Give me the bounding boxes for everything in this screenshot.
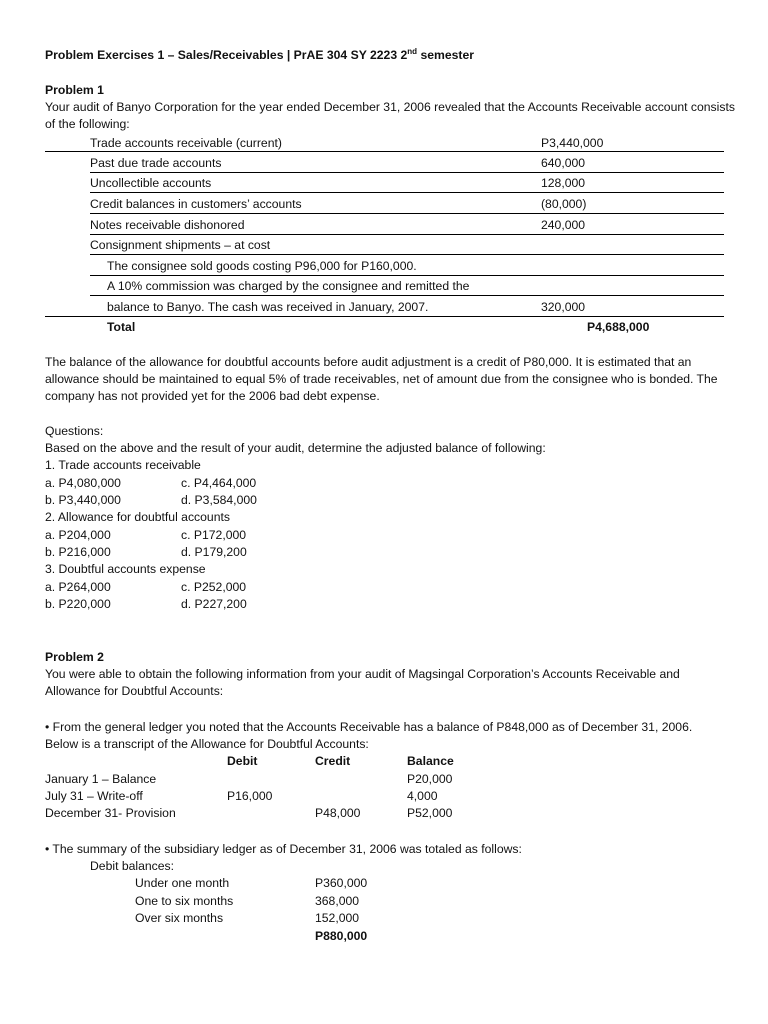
aging-row-label: Over six months xyxy=(135,911,224,925)
aging-row-amount: 368,000 xyxy=(315,894,360,908)
bullet-subsidiary-ledger: • The summary of the subsidiary ledger as of December 31, 2006 was totaled as follows: xyxy=(45,842,522,856)
debit-balances-label: Debit balances: xyxy=(90,859,175,873)
ledger-header-credit: Credit xyxy=(315,754,351,768)
choice-a: a. P204,000 xyxy=(45,528,111,542)
ledger-row-desc: July 31 – Write-off xyxy=(45,789,143,803)
aging-row-amount: 152,000 xyxy=(315,911,360,925)
table-total-amount: P4,688,000 xyxy=(587,320,650,334)
question-text: 2. Allowance for doubtful accounts xyxy=(45,510,230,524)
bullet-general-ledger-cont: Below is a transcript of the Allowance for Doubtful Accounts: xyxy=(45,737,369,751)
consignment-line: A 10% commission was charged by the consignee and remitted the xyxy=(107,279,470,293)
table-row-amount: P3,440,000 xyxy=(541,136,604,150)
ledger-row-balance: P52,000 xyxy=(407,806,453,820)
table-row-label: Uncollectible accounts xyxy=(90,176,212,190)
questions-label: Questions: xyxy=(45,424,104,438)
choice-a: a. P4,080,000 xyxy=(45,476,121,490)
ledger-row-desc: January 1 – Balance xyxy=(45,772,157,786)
problem2-heading: Problem 2 xyxy=(45,650,104,664)
allowance-paragraph: The balance of the allowance for doubtful accounts before audit adjustment is a credit of P80,000. It is estimated that an allowance should be maintained to equal 5% of trade receivables, net of amount due from the consignee who is bonded. The company has not provided yet for the 2006 bad debt expense. xyxy=(45,355,718,403)
table-row-label: Consignment shipments – at cost xyxy=(90,238,271,252)
problem2-intro: You were able to obtain the following information from your audit of Magsingal Corporation’s Accounts Receivable and Allowance for Doubtful Accounts: xyxy=(45,667,680,698)
table-rule xyxy=(90,192,724,193)
choice-a: a. P264,000 xyxy=(45,580,111,594)
table-rule xyxy=(90,254,724,255)
aging-row-amount: P360,000 xyxy=(315,876,368,890)
table-row-amount: 320,000 xyxy=(541,300,586,314)
aging-row-label: One to six months xyxy=(135,894,234,908)
table-row-amount: 128,000 xyxy=(541,176,586,190)
table-row-amount: (80,000) xyxy=(541,197,587,211)
table-rule xyxy=(90,172,724,173)
ledger-row-balance: P20,000 xyxy=(407,772,453,786)
choice-c: c. P172,000 xyxy=(181,528,247,542)
table-total-label: Total xyxy=(107,320,136,334)
document-title: Problem Exercises 1 – Sales/Receivables | PrAE 304 SY 2223 2nd semester xyxy=(45,46,474,62)
choice-b: b. P216,000 xyxy=(45,545,111,559)
problem1-heading: Problem 1 xyxy=(45,83,104,97)
table-row-label: Past due trade accounts xyxy=(90,156,222,170)
bullet-general-ledger: • From the general ledger you noted that the Accounts Receivable has a balance of P848,000 as of December 31, 2006. xyxy=(45,720,693,734)
choice-d: d. P3,584,000 xyxy=(181,493,257,507)
questions-intro: Based on the above and the result of your audit, determine the adjusted balance of following: xyxy=(45,441,546,455)
table-rule xyxy=(90,234,724,235)
choice-d: d. P179,200 xyxy=(181,545,247,559)
choice-b: b. P3,440,000 xyxy=(45,493,121,507)
ledger-header-debit: Debit xyxy=(227,754,258,768)
consignment-line: balance to Banyo. The cash was received in January, 2007. xyxy=(107,300,429,314)
ledger-header-balance: Balance xyxy=(407,754,454,768)
choice-c: c. P4,464,000 xyxy=(181,476,257,490)
table-rule xyxy=(45,316,724,317)
table-rule xyxy=(90,213,724,214)
choice-b: b. P220,000 xyxy=(45,597,111,611)
table-row-amount: 640,000 xyxy=(541,156,586,170)
ledger-row-desc: December 31- Provision xyxy=(45,806,176,820)
consignment-line: The consignee sold goods costing P96,000 for P160,000. xyxy=(107,259,417,273)
problem1-intro: Your audit of Banyo Corporation for the year ended December 31, 2006 revealed that the Accounts Receivable account consists of the following: xyxy=(45,100,735,131)
aging-row-label: Under one month xyxy=(135,876,230,890)
ledger-row-credit: P48,000 xyxy=(315,806,361,820)
question-text: 1. Trade accounts receivable xyxy=(45,458,201,472)
table-rule xyxy=(90,295,724,296)
aging-total: P880,000 xyxy=(315,929,368,943)
question-text: 3. Doubtful accounts expense xyxy=(45,562,206,576)
choice-c: c. P252,000 xyxy=(181,580,247,594)
table-row-label: Notes receivable dishonored xyxy=(90,218,245,232)
choice-d: d. P227,200 xyxy=(181,597,247,611)
ledger-row-balance: 4,000 xyxy=(407,789,438,803)
table-row-amount: 240,000 xyxy=(541,218,586,232)
table-row-label: Credit balances in customers’ accounts xyxy=(90,197,302,211)
table-rule xyxy=(90,275,724,276)
ledger-row-debit: P16,000 xyxy=(227,789,273,803)
table-row-label: Trade accounts receivable (current) xyxy=(90,136,282,150)
